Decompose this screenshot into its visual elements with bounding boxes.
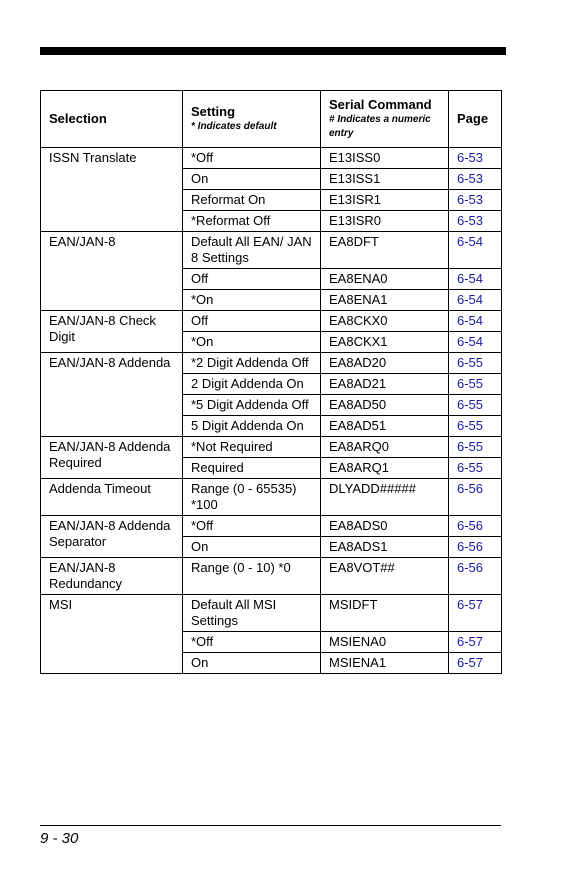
command-cell: EA8CKX1	[321, 332, 449, 353]
setting-cell: Reformat On	[183, 190, 321, 211]
page-link[interactable]: 6-56	[449, 537, 502, 558]
page-link[interactable]: 6-54	[449, 290, 502, 311]
page-link[interactable]: 6-53	[449, 169, 502, 190]
table-row	[41, 595, 502, 632]
setting-cell: Default All MSI Settings	[183, 595, 321, 632]
setting-cell: Off	[183, 311, 321, 332]
setting-cell: Required	[183, 458, 321, 479]
table-row	[41, 311, 502, 332]
setting-cell: *5 Digit Addenda Off	[183, 395, 321, 416]
page-link[interactable]: 6-55	[449, 416, 502, 437]
command-cell: EA8ARQ1	[321, 458, 449, 479]
serial-command-table	[40, 90, 502, 674]
page-number: 9 - 30	[40, 830, 79, 847]
command-cell: E13ISS0	[321, 148, 449, 169]
setting-cell: *Off	[183, 516, 321, 537]
header-serial-note: # Indicates a numeric entry	[329, 114, 431, 139]
page-link[interactable]: 6-55	[449, 437, 502, 458]
setting-cell: On	[183, 537, 321, 558]
setting-cell: *Off	[183, 148, 321, 169]
command-cell: MSIDFT	[321, 595, 449, 632]
header-setting-note: * Indicates default	[191, 121, 277, 132]
table-row	[41, 232, 502, 269]
page-link[interactable]: 6-55	[449, 458, 502, 479]
header-page: Page	[449, 91, 502, 148]
table-header-row	[41, 91, 502, 148]
command-cell: E13ISS1	[321, 169, 449, 190]
page-link[interactable]: 6-54	[449, 332, 502, 353]
header-serial-command: Serial Command # Indicates a numeric entry	[321, 91, 449, 148]
selection-cell: EAN/JAN-8 Addenda Required	[41, 437, 183, 479]
selection-cell: EAN/JAN-8 Addenda	[41, 353, 183, 437]
page-link[interactable]: 6-53	[449, 211, 502, 232]
selection-cell: EAN/JAN-8 Addenda Separator	[41, 516, 183, 558]
page-link[interactable]: 6-53	[449, 190, 502, 211]
selection-cell: EAN/JAN-8 Check Digit	[41, 311, 183, 353]
selection-cell: Addenda Timeout	[41, 479, 183, 516]
command-cell: EA8AD51	[321, 416, 449, 437]
setting-cell: *Off	[183, 632, 321, 653]
page-link[interactable]: 6-54	[449, 232, 502, 269]
table-row	[41, 353, 502, 374]
table-row	[41, 148, 502, 169]
page-link[interactable]: 6-54	[449, 311, 502, 332]
setting-cell: On	[183, 653, 321, 674]
command-cell: EA8ENA0	[321, 269, 449, 290]
page-link[interactable]: 6-57	[449, 595, 502, 632]
setting-cell: Range (0 - 10) *0	[183, 558, 321, 595]
setting-cell: 5 Digit Addenda On	[183, 416, 321, 437]
command-cell: EA8ARQ0	[321, 437, 449, 458]
command-cell: MSIENA0	[321, 632, 449, 653]
table-row	[41, 437, 502, 458]
command-cell: EA8DFT	[321, 232, 449, 269]
table-row	[41, 516, 502, 537]
command-cell: EA8AD50	[321, 395, 449, 416]
page-link[interactable]: 6-56	[449, 516, 502, 537]
command-cell: EA8CKX0	[321, 311, 449, 332]
setting-cell: *2 Digit Addenda Off	[183, 353, 321, 374]
selection-cell: ISSN Translate	[41, 148, 183, 232]
page-link[interactable]: 6-55	[449, 353, 502, 374]
command-cell: E13ISR1	[321, 190, 449, 211]
selection-cell: EAN/JAN-8	[41, 232, 183, 311]
command-cell: EA8VOT##	[321, 558, 449, 595]
page-link[interactable]: 6-54	[449, 269, 502, 290]
setting-cell: *Not Required	[183, 437, 321, 458]
setting-cell: 2 Digit Addenda On	[183, 374, 321, 395]
footer-rule	[40, 825, 501, 826]
command-cell: E13ISR0	[321, 211, 449, 232]
page-link[interactable]: 6-56	[449, 479, 502, 516]
setting-cell: On	[183, 169, 321, 190]
page-link[interactable]: 6-55	[449, 395, 502, 416]
page-link[interactable]: 6-53	[449, 148, 502, 169]
page-link[interactable]: 6-56	[449, 558, 502, 595]
command-cell: EA8AD21	[321, 374, 449, 395]
selection-cell: EAN/JAN-8 Redundancy	[41, 558, 183, 595]
table-row	[41, 479, 502, 516]
setting-cell: *On	[183, 290, 321, 311]
top-rule	[40, 47, 506, 55]
setting-cell: Off	[183, 269, 321, 290]
command-cell: EA8ADS1	[321, 537, 449, 558]
table-row	[41, 558, 502, 595]
page-link[interactable]: 6-57	[449, 653, 502, 674]
page-link[interactable]: 6-57	[449, 632, 502, 653]
command-cell: EA8ADS0	[321, 516, 449, 537]
page-link[interactable]: 6-55	[449, 374, 502, 395]
command-cell: EA8ENA1	[321, 290, 449, 311]
header-selection: Selection	[41, 91, 183, 148]
selection-cell: MSI	[41, 595, 183, 674]
setting-cell: Default All EAN/ JAN 8 Settings	[183, 232, 321, 269]
command-cell: EA8AD20	[321, 353, 449, 374]
command-cell: DLYADD#####	[321, 479, 449, 516]
setting-cell: *On	[183, 332, 321, 353]
command-cell: MSIENA1	[321, 653, 449, 674]
setting-cell: *Reformat Off	[183, 211, 321, 232]
header-setting: Setting * Indicates default	[183, 91, 321, 148]
setting-cell: Range (0 - 65535) *100	[183, 479, 321, 516]
